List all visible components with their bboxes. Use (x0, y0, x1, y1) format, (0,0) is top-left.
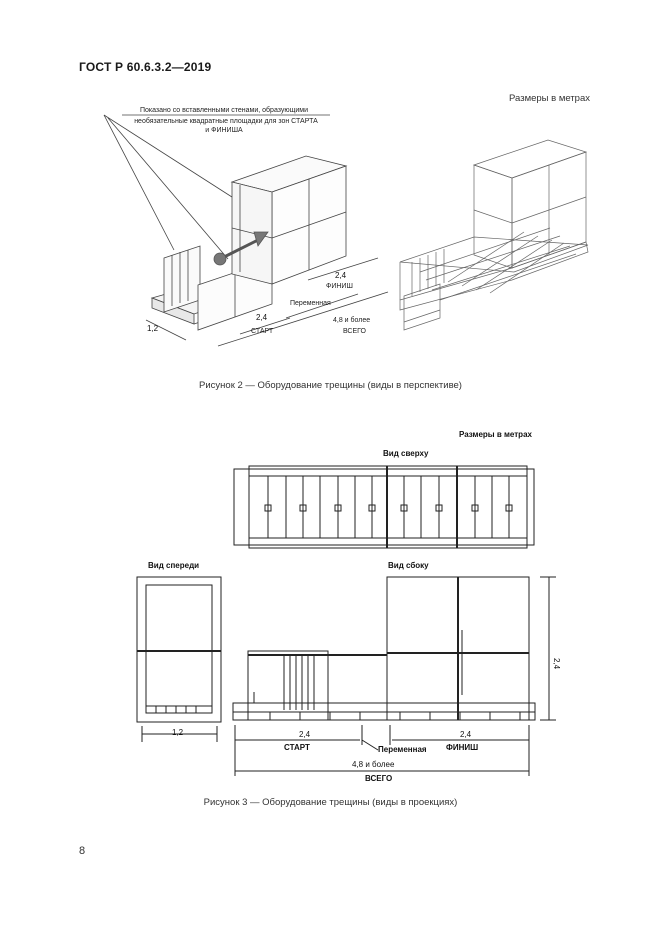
figure3-units-note: Размеры в метрах (459, 430, 532, 439)
figure2-caption: Рисунок 2 — Оборудование трещины (виды в перспективе) (199, 380, 462, 391)
fig3-dim-finish-label: ФИНИШ (446, 743, 479, 752)
document-header: ГОСТ Р 60.6.3.2—2019 (79, 60, 212, 74)
side-view-label: Вид сбоку (388, 561, 429, 570)
fig3-dim-total-label: ВСЕГО (365, 774, 393, 783)
fig3-dim-finish-value: 2,4 (460, 730, 472, 739)
fig2-dim-variable: Переменная (290, 300, 331, 307)
fig2-dim-start-value: 2,4 (256, 313, 268, 322)
figure3-caption: Рисунок 3 — Оборудование трещины (виды в проекциях) (203, 797, 458, 808)
top-view (234, 466, 534, 548)
fig2-dim-finish-value: 2,4 (335, 271, 347, 280)
figure2-note-line2: необязательные квадратные площадки для зон СТАРТА (134, 118, 318, 125)
fig2-dim-finish-label: ФИНИШ (326, 283, 353, 290)
figure2-units-note: Размеры в метрах (509, 93, 590, 104)
fig3-dim-height: 2,4 (552, 658, 561, 670)
fig3-dim-start-label: СТАРТ (284, 743, 310, 752)
front-view (137, 577, 221, 742)
figure2-note-line3: и ФИНИША (205, 127, 243, 134)
fig3-dim-total-value: 4,8 и более (352, 760, 395, 769)
fig3-dim-width: 1,2 (172, 728, 184, 737)
fig2-dim-width: 1,2 (147, 324, 159, 333)
top-view-label: Вид сверху (383, 449, 429, 458)
fig3-dim-start-value: 2,4 (299, 730, 311, 739)
fig2-dim-start-label: СТАРТ (251, 328, 274, 335)
fig2-dim-total-label: ВСЕГО (343, 328, 367, 335)
front-view-label: Вид спереди (148, 561, 200, 570)
page-number: 8 (79, 845, 86, 857)
fig3-dim-variable: Переменная (378, 745, 427, 754)
figure2-note-line1: Показано со вставленными стенами, образующими (139, 107, 309, 114)
fig2-dim-total-value: 4,8 и более (333, 317, 371, 324)
